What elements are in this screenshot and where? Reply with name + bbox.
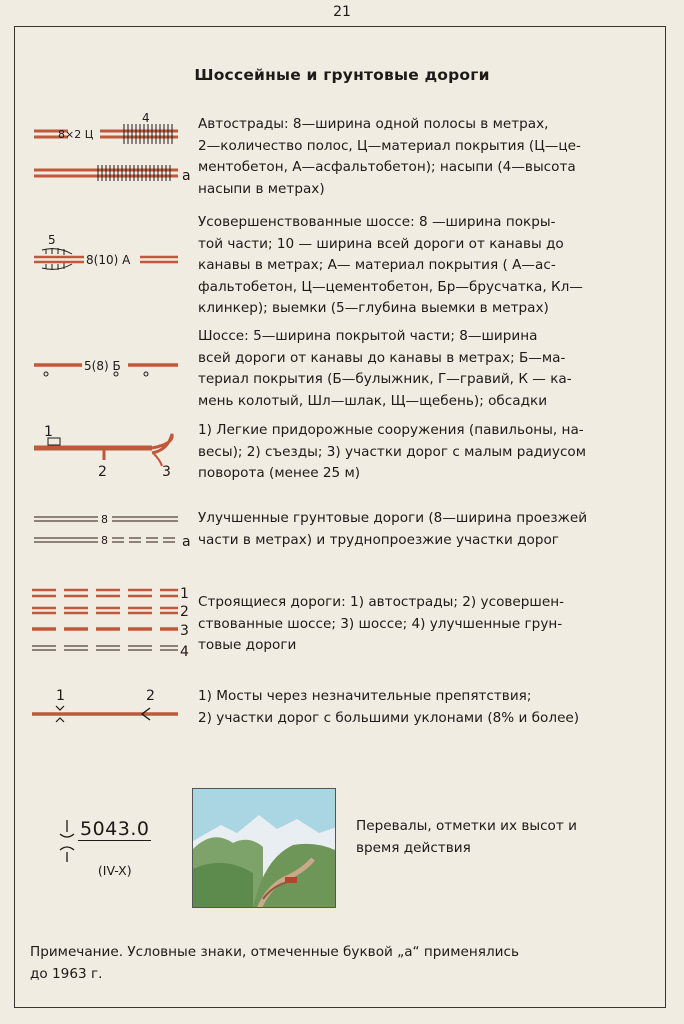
pass-period: (IV-X) — [97, 863, 132, 878]
entry-roadside-structures: 1) Легкие придорожные сооружения (павильоны, на- весы); 2) съезды; 3) участки дорог с малым радиусом поворота (менее 25 м) — [198, 422, 586, 481]
symbol-roadside-structures — [28, 420, 192, 480]
cut-depth-label: 5 — [48, 233, 56, 247]
entry-motorways: Автострады: 8—ширина одной полосы в метрах, 2—количество полос, Ц—материал покрытия (Ц—це- ментобетон, А—асфальтобетон); насыпи (4—высота насыпи в метрах) — [198, 116, 581, 197]
variant-a-label: а — [182, 168, 191, 184]
variant-a-label: а — [182, 534, 191, 550]
entry-roads-under-construction: Строящиеся дороги: 1) автострады; 2) усовершен- ствованные шоссе; 3) шоссе; 4) улучшенные грун- товые дороги — [198, 594, 564, 653]
structure-number-1: 1 — [44, 424, 53, 440]
entry-highways: Шоссе: 5—ширина покрытой части; 8—ширина всей дороги от канавы до канавы в метрах; Б—ма- териал покрытия (Б—булыжник, Г—гравий, К — ка- мень колотый, Шл—шлак, Щ—щебень); обсадки — [198, 328, 572, 409]
entry-bridges-slopes: 1) Мосты через незначительные препятствия; 2) участки дорог с большими уклонами (8% и более) — [198, 688, 580, 726]
slope-number-2: 2 — [146, 688, 155, 704]
page-title: Шоссейные и грунтовые дороги — [194, 66, 490, 84]
highway-width-label: 5(8) Б — [84, 359, 121, 373]
symbol-highway — [28, 352, 192, 382]
pass-height: 5043.0 — [80, 818, 150, 840]
roadside-tree-mark — [44, 372, 48, 376]
motorway-width-label: 8×2 Ц — [58, 128, 94, 141]
embankment-ticks — [124, 124, 172, 144]
entry-mountain-passes: Перевалы, отметки их высот и время действия — [356, 818, 577, 856]
entry-dirt-roads: Улучшенные грунтовые дороги (8—ширина проезжей части в метрах) и труднопроезжие участки дорог — [198, 510, 588, 548]
symbol-motorway — [28, 111, 192, 188]
improved-highway-width-label: 8(10) А — [86, 253, 131, 267]
page-number: 21 — [333, 4, 351, 20]
structure-number-3: 3 — [162, 464, 171, 480]
pass-mark — [58, 818, 76, 862]
construction-number-4: 4 — [180, 644, 189, 660]
symbol-mountain-pass — [58, 818, 151, 878]
construction-number-2: 2 — [180, 604, 189, 620]
construction-number-1: 1 — [180, 586, 189, 602]
symbol-roads-under-construction — [28, 584, 192, 660]
symbol-dirt-roads — [28, 508, 192, 548]
mountain-pass-illustration — [192, 788, 336, 908]
construction-number-3: 3 — [180, 623, 189, 639]
structure-number-2: 2 — [98, 464, 107, 480]
roadside-tree-mark — [144, 372, 148, 376]
footnote: Примечание. Условные знаки, отмеченные буквой „а“ применялись до 1963 г. — [30, 944, 519, 982]
entry-improved-highways: Усовершенствованные шоссе: 8 —ширина покры- той части; 10 — ширина всей дороги от канавы до канавы в метрах; А— материал покрытия ( А—ас- фальтобетон, Ц—цементобетон, Бр—брусчатка, Кл— клинкер); выемки (5—глубина выемки в метрах) — [198, 214, 583, 316]
embankment-height-label: 4 — [142, 111, 150, 125]
sharp-turn-mark — [152, 434, 172, 453]
dirt-road-width-label: 8 — [101, 513, 108, 526]
bridge-number-1: 1 — [56, 688, 65, 704]
symbol-improved-highway — [28, 232, 192, 278]
symbol-bridges-slopes — [28, 686, 192, 726]
dirt-road-width-label-a: 8 — [101, 534, 108, 547]
car — [285, 877, 297, 883]
